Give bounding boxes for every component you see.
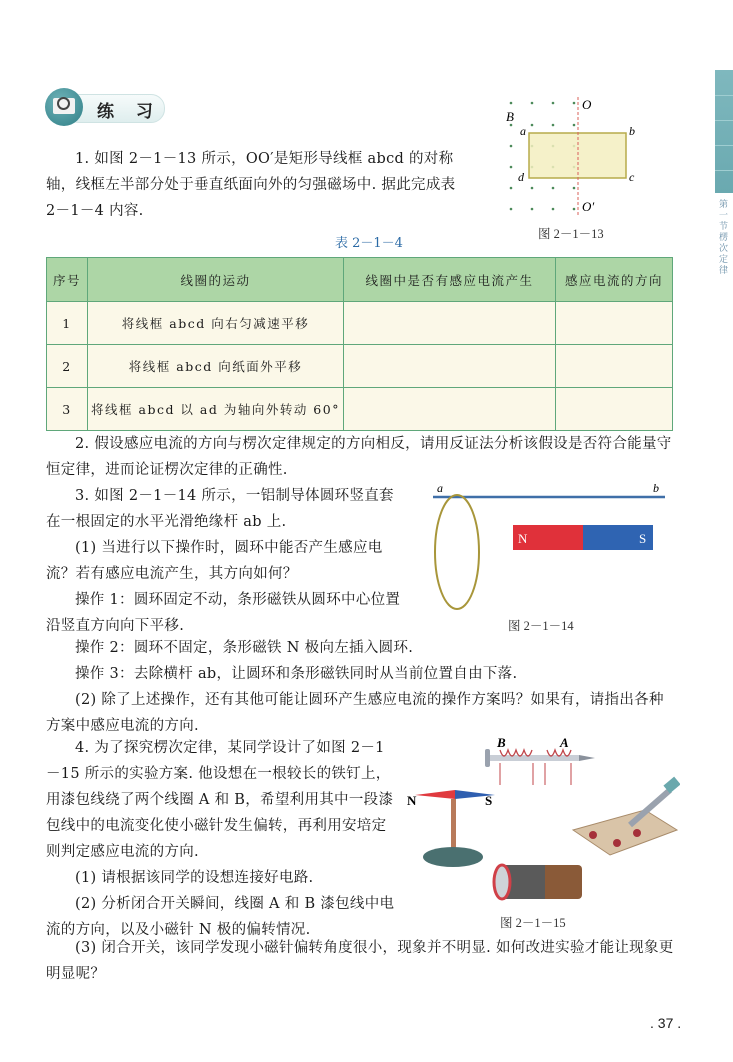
section-title: 练 习 [97, 102, 161, 122]
question-2: 2. 假设感应电流的方向与楞次定律规定的方向相反，请用反证法分析该假设是否符合能量守恒定律，进而论证楞次定律的正确性. [46, 436, 672, 478]
question-4: 4. 为了探究楞次定律，某同学设计了如图 2－1－15 所示的实验方案. 他设想在一根较长的铁钉上，用漆包线绕了两个线圈 A 和 B，希望利用其中一段漆包线中的电流变化使小磁针发生偏转，再利用安培定则判定感应电流的方向. (1) 请根据该同学的设想连接好电路. (2) 分析闭合开关瞬间，线圈 A 和 B 漆包线中电流的方向，以及小磁针 N 极的偏转情况. [46, 740, 395, 938]
header-has-current: 线圈中是否有感应电流产生 [344, 258, 556, 302]
svg-text:b: b [653, 481, 659, 495]
svg-text:a: a [437, 481, 443, 495]
svg-text:O: O [582, 97, 592, 112]
svg-text:N: N [518, 531, 528, 546]
svg-text:d: d [518, 170, 524, 184]
question-1: 1. 如图 2－1－13 所示，OO′是矩形导线框 abcd 的对称轴，线框左半部分处于垂直纸面向外的匀强磁场中. 据此完成表 2－1－4 内容. [46, 151, 456, 219]
figure-2-1-13 [496, 95, 646, 220]
question-3-ops: 操作 2：圆环不固定，条形磁铁 N 极向左插入圆环. 操作 3：去除横杆 ab，让圆环和条形磁铁同时从当前位置自由下落. (2) 除了上述操作，还有其他可能让圆环产生感应电流的操作方案吗？如果有，请指出各种方案中感应电流的方向. [46, 640, 664, 734]
table-caption: 表 2－1－4 [335, 236, 403, 251]
exercise-badge [45, 88, 163, 126]
question-4-part3: (3) 闭合开关，该同学发现小磁针偏转角度很小，现象并不明显. 如何改进实验才能让现象更明显呢？ [46, 940, 674, 982]
svg-text:A: A [560, 735, 569, 750]
svg-text:S: S [485, 793, 493, 808]
side-tab-text: 第一节 楞次定律 [719, 200, 729, 276]
svg-text:S: S [639, 531, 647, 546]
svg-text:O′: O′ [582, 199, 595, 214]
figure-2-1-14 [425, 480, 670, 610]
page-number: . 37 . [650, 1015, 682, 1031]
question-3-intro: 3. 如图 2－1－14 所示，一铝制导体圆环竖直套在一根固定的水平光滑绝缘杆 ab 上. (1) 当进行以下操作时，圆环中能否产生感应电流？若有感应电流产生，其方向如何？ 操作 1：圆环固定不动，条形磁铁从圆环中心位置沿竖直方向向下平移. [46, 488, 401, 634]
table-row: 1 将线框 abcd 向右匀减速平移 [47, 302, 673, 345]
table-header-row [47, 258, 673, 302]
svg-text:B: B [506, 109, 514, 124]
svg-text:c: c [629, 170, 635, 184]
magnifier-book-icon [45, 88, 83, 126]
table-row: 2 将线框 abcd 向纸面外平移 [47, 345, 673, 388]
chapter-side-tab [715, 70, 733, 193]
header-direction: 感应电流的方向 [556, 258, 673, 302]
figure-2-1-15 [405, 735, 680, 905]
svg-text:a: a [520, 124, 526, 138]
table-2-1-4 [46, 257, 673, 431]
figure-2-1-14-caption: 图 2－1－14 [508, 619, 574, 633]
figure-2-1-15-caption: 图 2－1－15 [500, 916, 566, 930]
figure-2-1-13-caption: 图 2－1－13 [538, 227, 604, 241]
header-index: 序号 [47, 258, 88, 302]
table-row: 3 将线框 abcd 以 ad 为轴向外转动 60° [47, 388, 673, 431]
svg-text:N: N [407, 793, 417, 808]
svg-text:b: b [629, 124, 635, 138]
header-motion: 线圈的运动 [88, 258, 344, 302]
svg-text:B: B [497, 735, 506, 750]
